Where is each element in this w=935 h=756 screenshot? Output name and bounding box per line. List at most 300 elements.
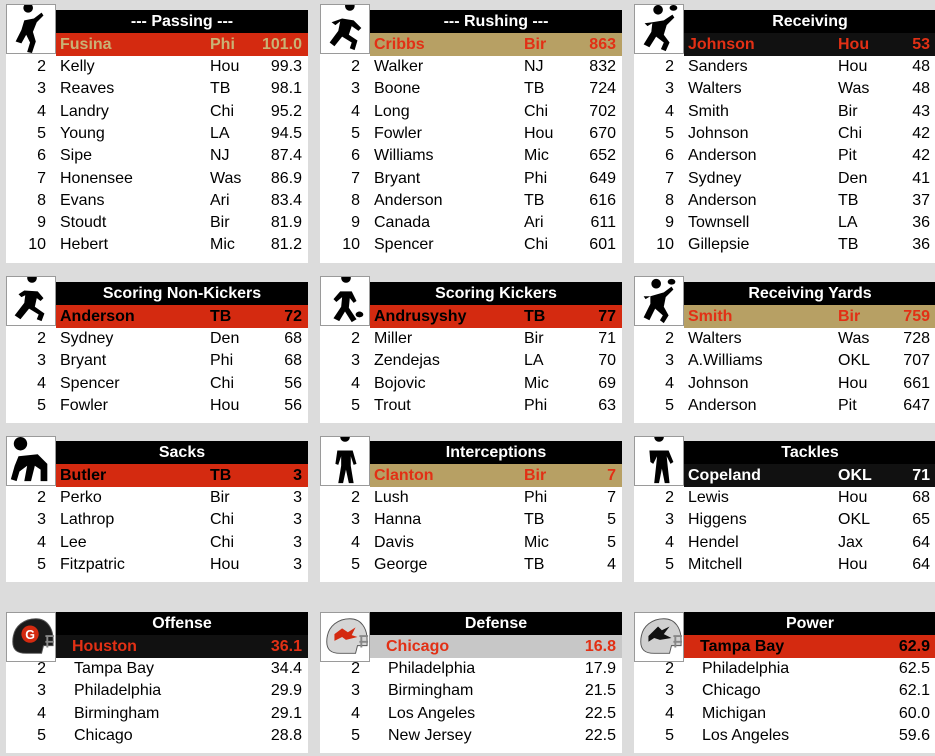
stat-value: 71 [598,330,616,347]
team-abbr: Mic [524,147,549,165]
team-abbr: Hou [838,489,868,506]
leader-row [56,305,308,328]
table-row [320,78,622,100]
rank: 3 [665,352,674,370]
leader-team: Hou [838,36,870,53]
team-abbr: Phi [524,396,548,414]
panel-title: Scoring Kickers [370,282,622,305]
table-row [634,101,935,123]
defensive-back-silhouette-icon [320,436,370,486]
player-name: Lathrop [60,511,115,529]
team-abbr: LA [210,124,230,142]
leader-team: OKL [838,467,872,484]
stat-value: 56 [284,374,302,392]
stat-value: 86.9 [270,169,302,187]
stat-value: 41 [912,169,930,187]
leader-row [370,33,622,56]
team-abbr: Den [838,169,868,187]
panel-title: Receiving Yards [684,282,935,305]
leader-player-name: Butler [60,467,107,484]
rank: 2 [351,58,360,75]
rank: 8 [37,191,46,209]
team-abbr: LA [838,214,858,232]
stat-value: 22.5 [584,704,616,722]
team-name: Philadelphia [74,682,162,700]
table-row [320,168,622,190]
team-abbr: Hou [838,555,868,573]
rank: 4 [37,374,46,392]
panel-title: Tackles [684,441,935,464]
rank: 6 [37,147,46,165]
player-name: Reaves [60,80,115,98]
rank: 9 [37,214,46,232]
team-abbr: Ari [210,191,230,209]
stat-value: 65 [912,511,930,529]
player-name: Anderson [688,191,757,209]
rank: 5 [37,555,46,573]
rank: 4 [665,704,674,722]
table-row [6,212,308,234]
team-abbr: Chi [210,102,235,120]
table-row [6,373,308,395]
player-name: Anderson [374,191,443,209]
team-abbr: Pit [838,396,857,414]
team-abbr: Ari [524,214,544,232]
stat-value: 48 [912,58,930,75]
player-name: Lush [374,489,409,506]
rank: 8 [351,191,360,209]
running-back-silhouette-icon [321,5,369,53]
table-row [6,190,308,212]
table-row [634,145,935,167]
stat-value: 63 [598,396,616,414]
table-row [320,658,622,680]
rank: 10 [342,236,360,254]
stat-value: 95.2 [270,102,302,120]
table-row [634,509,935,531]
team-name: Chicago [702,682,761,700]
stat-value: 60.0 [898,704,930,722]
leader-value: 77 [598,308,616,325]
rank: 10 [28,236,46,254]
table-row [6,703,308,725]
rank: 4 [37,102,46,120]
stat-value: 611 [590,214,616,232]
panel-title: Defense [370,612,622,635]
team-abbr: Chi [210,374,235,392]
rank: 2 [37,58,46,75]
stat-value: 36 [912,236,930,254]
player-name: Bryant [60,352,107,370]
player-name: Honensee [60,169,133,187]
lineman-silhouette-icon [6,436,56,486]
player-name: Sanders [688,58,748,75]
team-abbr: TB [524,191,545,209]
table-row [634,328,935,350]
team-abbr: TB [210,80,231,98]
player-name: Long [374,102,410,120]
team-abbr: TB [524,511,545,529]
stat-value: 68 [912,489,930,506]
table-row [634,373,935,395]
kicker-silhouette-icon [320,276,370,326]
stat-value: 661 [903,374,930,392]
table-row [6,234,308,256]
table-row [634,190,935,212]
team-name: Michigan [702,704,767,722]
stat-value: 59.6 [898,726,930,744]
player-name: Anderson [688,396,757,414]
stat-value: 37 [912,191,930,209]
rank: 7 [351,169,360,187]
panel-title: Scoring Non-Kickers [56,282,308,305]
stat-value: 724 [589,80,616,98]
blitz-helmet-icon [320,612,370,662]
player-name: Townsell [688,214,750,232]
team-abbr: Chi [524,102,549,120]
team-name: Los Angeles [702,726,790,744]
defensive-back-silhouette-icon [321,437,369,485]
table-row [634,168,935,190]
stat-value: 68 [284,330,302,347]
rank: 2 [665,330,674,347]
stat-value: 69 [598,374,616,392]
stat-value: 670 [589,124,616,142]
leader-team: Phi [210,36,235,53]
table-row [6,328,308,350]
team-abbr: Bir [838,102,858,120]
rank: 6 [351,147,360,165]
table-row [320,395,622,417]
rank: 5 [351,726,360,744]
table-row [634,123,935,145]
stat-value: 62.5 [898,660,930,677]
stat-value: 29.1 [270,704,302,722]
leader-value: 72 [284,308,302,325]
rank: 5 [665,396,674,414]
team-abbr: Phi [524,169,548,187]
stat-value: 7 [607,489,616,506]
table-row [320,509,622,531]
leader-team: Bir [838,308,861,325]
rank: 4 [665,102,674,120]
player-name: Johnson [688,374,749,392]
table-row [320,190,622,212]
team-abbr: Was [210,169,242,187]
table-row [634,78,935,100]
stat-value: 601 [589,236,616,254]
rank: 5 [37,124,46,142]
team-abbr: NJ [524,58,544,75]
player-name: Canada [374,214,431,232]
stat-value: 42 [912,124,930,142]
rank: 4 [37,704,46,722]
team-abbr: Chi [524,236,549,254]
player-name: Sydney [60,330,114,347]
player-name: A.Williams [688,352,763,370]
rank: 2 [351,660,360,677]
team-abbr: Jax [838,533,863,551]
team-abbr: Phi [524,489,548,506]
leader-team: TB [210,467,232,484]
player-name: Stoudt [60,214,107,232]
player-name: Smith [688,102,729,120]
player-name: Evans [60,191,105,209]
team-abbr: Pit [838,147,857,165]
player-name: Johnson [688,124,749,142]
table-row [6,78,308,100]
svg-text:G: G [25,627,35,642]
rank: 4 [665,533,674,551]
rank: 5 [37,726,46,744]
rank: 7 [665,169,674,187]
leader-player-name: Andrusyshy [374,308,467,325]
player-name: Davis [374,533,415,551]
panel-title: Sacks [56,441,308,464]
linebacker-silhouette-icon [634,436,684,486]
rank: 4 [351,374,360,392]
stat-value: 81.2 [270,236,302,254]
leader-player-name: Fusina [60,36,112,53]
leader-player-name: Cribbs [374,36,425,53]
team-abbr: Bir [524,330,544,347]
stat-value: 647 [903,396,930,414]
team-abbr: Was [838,80,870,98]
table-row [6,395,308,417]
team-abbr: Bir [210,214,230,232]
stat-value: 98.1 [270,80,302,98]
table-row [320,703,622,725]
table-row [6,123,308,145]
rank: 5 [351,124,360,142]
player-name: Spencer [60,374,120,392]
rank: 4 [665,374,674,392]
player-name: Williams [374,147,434,165]
team-name: Chicago [74,726,133,744]
player-name: Fowler [374,124,423,142]
table-row [320,234,622,256]
leader-row [684,33,935,56]
team-abbr: Hou [210,58,240,75]
stat-value: 3 [293,533,302,551]
receiver-silhouette-icon [634,4,684,54]
player-name: Boone [374,80,421,98]
team-name: Philadelphia [702,660,790,677]
table-row [320,680,622,702]
rank: 6 [665,147,674,165]
gamblers-helmet-icon [6,612,56,662]
stat-value: 5 [607,511,616,529]
player-name: Lee [60,533,87,551]
panel-title: --- Rushing --- [370,10,622,33]
player-name: Bojovic [374,374,426,392]
table-row [6,554,308,576]
rank: 9 [351,214,360,232]
team-abbr: Hou [838,374,868,392]
team-abbr: Chi [210,511,235,529]
table-row [634,234,935,256]
leader-value: 71 [912,467,930,484]
leader-row [370,305,622,328]
stat-value: 21.5 [584,682,616,700]
leader-team-name: Tampa Bay [700,638,785,655]
stat-value: 616 [589,191,616,209]
rank: 3 [37,80,46,98]
rank: 2 [37,489,46,506]
stat-value: 94.5 [270,124,302,142]
leader-value: 101.0 [261,36,302,53]
stat-value: 48 [912,80,930,98]
table-row [320,554,622,576]
player-name: Miller [374,330,413,347]
team-abbr: Was [838,330,870,347]
table-row [320,373,622,395]
player-name: Perko [60,489,102,506]
rank: 2 [351,330,360,347]
player-name: Hanna [374,511,422,529]
rank: 2 [665,660,674,677]
table-row [6,101,308,123]
table-row [6,168,308,190]
team-name: Los Angeles [388,704,476,722]
table-row [6,350,308,372]
player-name: Hendel [688,533,739,551]
stat-value: 5 [607,533,616,551]
leader-team-name: Chicago [386,638,450,655]
rank: 5 [665,124,674,142]
leader-player-name: Smith [688,308,733,325]
leader-player-name: Anderson [60,308,135,325]
stat-value: 702 [589,102,616,120]
leader-team: Bir [524,36,547,53]
rank: 5 [665,555,674,573]
table-row [634,56,935,78]
player-name: George [374,555,428,573]
team-abbr: TB [524,80,545,98]
table-row [634,487,935,509]
stat-value: 81.9 [270,214,302,232]
player-name: Walker [374,58,424,75]
player-name: Fitzpatric [60,555,125,573]
rank: 4 [37,533,46,551]
leader-value: 759 [903,308,930,325]
lineman-silhouette-icon [7,437,55,485]
player-name: Zendejas [374,352,440,370]
stat-value: 652 [589,147,616,165]
table-row [320,532,622,554]
rank: 5 [665,726,674,744]
rank: 9 [665,214,674,232]
table-row [6,509,308,531]
team-abbr: TB [838,191,859,209]
team-name: Birmingham [74,704,160,722]
runner-silhouette-icon [7,277,55,325]
gamblers-helmet-icon [7,613,55,661]
rank: 5 [37,396,46,414]
table-row [320,350,622,372]
player-name: Gillepsie [688,236,750,254]
player-name: Anderson [688,147,757,165]
table-row [6,487,308,509]
leader-row [56,635,308,658]
team-abbr: Hou [210,396,240,414]
player-name: Hebert [60,236,109,254]
player-name: Sipe [60,147,93,165]
team-name: Birmingham [388,682,474,700]
panel-title: Receiving [684,10,935,33]
leader-row [370,464,622,487]
player-name: Higgens [688,511,747,529]
player-name: Lewis [688,489,729,506]
table-row [320,725,622,747]
stat-value: 4 [607,555,616,573]
stat-value: 29.9 [270,682,302,700]
stat-value: 707 [903,352,930,370]
table-row [320,56,622,78]
rank: 2 [37,330,46,347]
stat-value: 649 [589,169,616,187]
rank: 10 [656,236,674,254]
rank: 2 [37,660,46,677]
team-name: New Jersey [388,726,472,744]
running-back-silhouette-icon [320,4,370,54]
table-row [634,725,935,747]
leader-value: 53 [912,36,930,53]
table-row [6,145,308,167]
rank: 3 [37,511,46,529]
player-name: Trout [374,396,411,414]
panel-title: Interceptions [370,441,622,464]
stat-value: 83.4 [270,191,302,209]
stat-value: 99.3 [270,58,302,75]
runner-silhouette-icon [6,276,56,326]
team-abbr: Chi [838,124,863,142]
leader-row [56,33,308,56]
catch-silhouette-icon [634,276,684,326]
player-name: Mitchell [688,555,743,573]
receiver-silhouette-icon [635,5,683,53]
table-row [634,212,935,234]
rank: 7 [37,169,46,187]
table-row [320,101,622,123]
stat-value: 87.4 [270,147,302,165]
player-name: Walters [688,330,742,347]
team-abbr: OKL [838,352,871,370]
rank: 2 [665,489,674,506]
team-abbr: Mic [524,533,549,551]
player-name: Young [60,124,105,142]
team-abbr: TB [838,236,859,254]
stat-value: 62.1 [898,682,930,700]
table-row [6,658,308,680]
player-name: Landry [60,102,109,120]
team-name: Tampa Bay [74,660,155,677]
stat-value: 56 [284,396,302,414]
stat-value: 64 [912,555,930,573]
rank: 3 [351,511,360,529]
team-abbr: TB [524,555,545,573]
stat-value: 43 [912,102,930,120]
table-row [634,350,935,372]
leader-row [684,635,935,658]
panel-title: Offense [56,612,308,635]
panel-title: Power [684,612,935,635]
stat-value: 728 [903,330,930,347]
table-row [320,212,622,234]
table-row [6,56,308,78]
leader-value: 3 [293,467,302,484]
stat-value: 42 [912,147,930,165]
